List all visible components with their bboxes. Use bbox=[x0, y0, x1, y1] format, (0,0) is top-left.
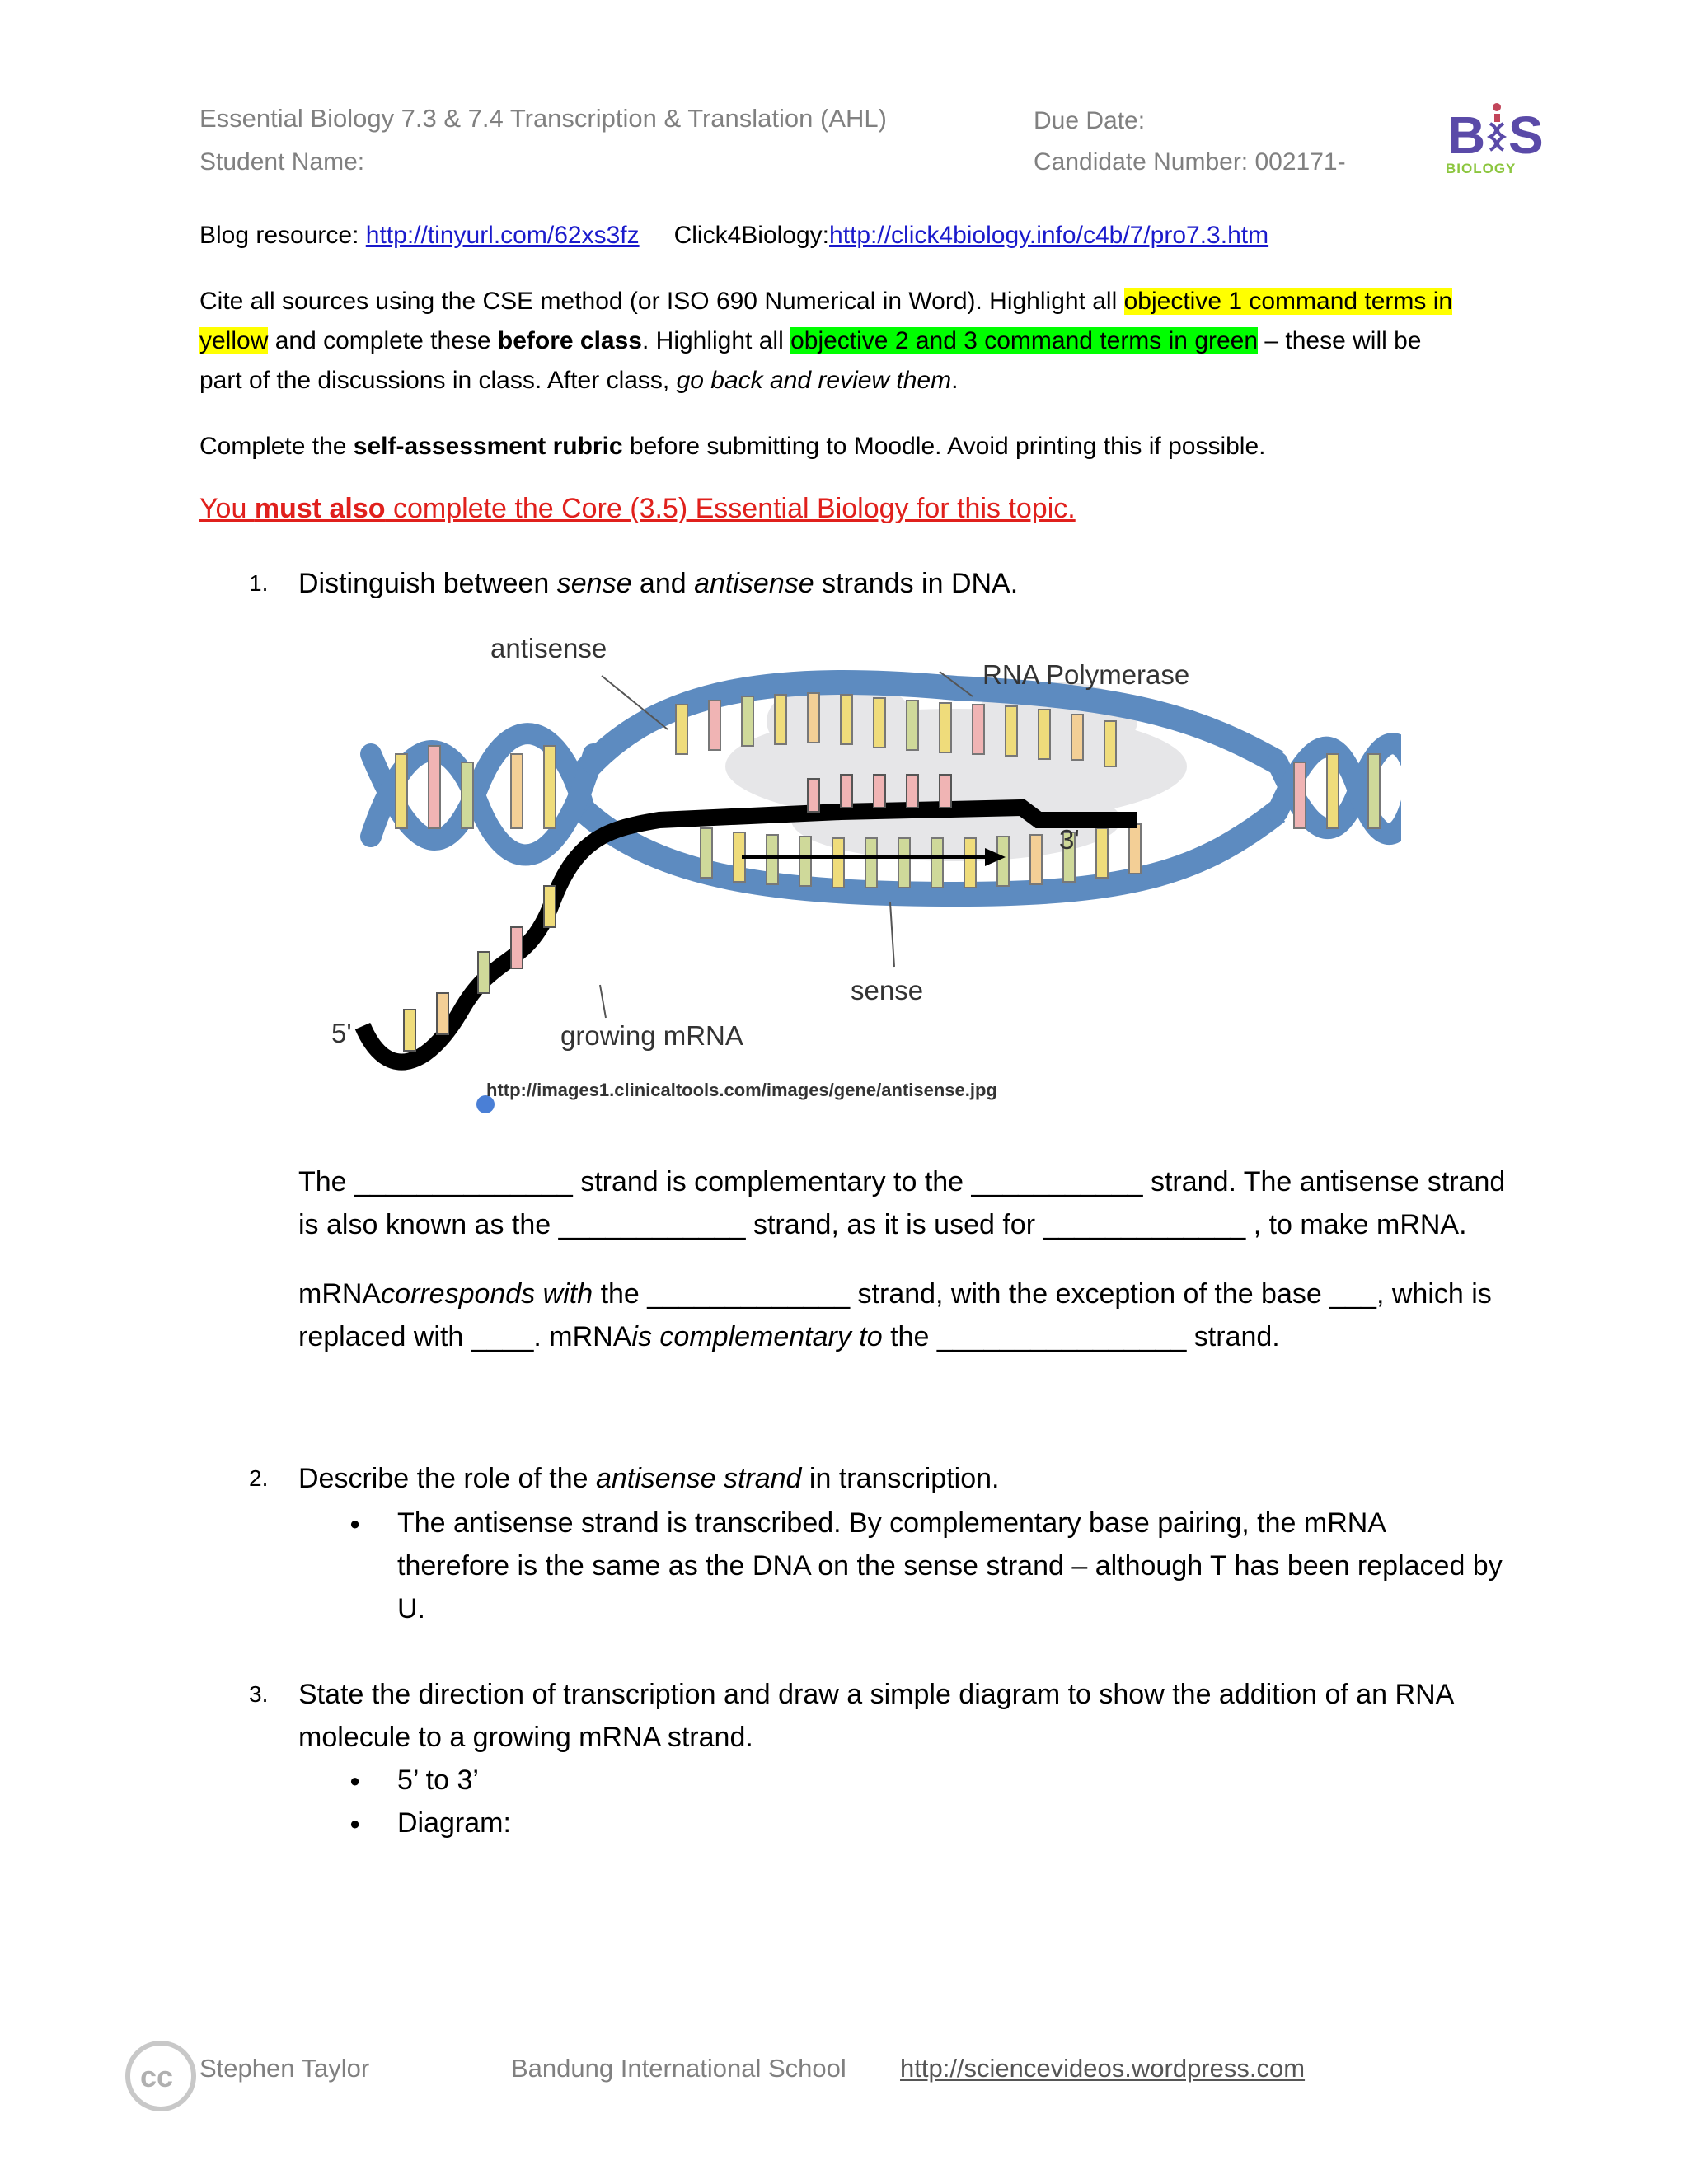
student-name-label: Student Name: bbox=[199, 148, 365, 176]
fill-in-line-1: The ______________ strand is complementary to the ___________ strand. The antisense strand bbox=[298, 1166, 1506, 1197]
label-growing-mrna: growing mRNA bbox=[560, 1020, 743, 1051]
svg-text:BIOLOGY: BIOLOGY bbox=[1446, 161, 1517, 176]
fill-in-line-3: mRNAcorresponds with the _____________ strand, with the exception of the base ___, which is bbox=[298, 1278, 1492, 1310]
label-5-prime: 5' bbox=[331, 1018, 352, 1048]
instructions-line-1: Cite all sources using the CSE method (or ISO 690 Numerical in Word). Highlight all objective 1 command terms in bbox=[199, 288, 1453, 315]
label-3-prime: 3' bbox=[1059, 824, 1080, 855]
svg-text:S: S bbox=[1508, 105, 1544, 165]
click4biology-label: Click4Biology: bbox=[673, 222, 830, 249]
question-3-number: 3. bbox=[249, 1681, 269, 1707]
q3-answer-direction: 5’ to 3’ bbox=[397, 1765, 479, 1796]
highlight-green: objective 2 and 3 command terms in green bbox=[790, 327, 1259, 354]
click4biology-link[interactable]: http://click4biology.info/c4b/7/pro7.3.htm bbox=[829, 222, 1269, 249]
q3-answer-diagram: Diagram: bbox=[397, 1807, 511, 1839]
dna-figure-icon bbox=[1490, 103, 1503, 150]
highlight-yellow: objective 1 command terms in bbox=[1123, 288, 1453, 315]
fill-in-line-2: is also known as the ____________ strand, as it is used for _____________ , to make mRNA. bbox=[298, 1209, 1467, 1240]
image-source-url: http://images1.clinicaltools.com/images/gene/antisense.jpg bbox=[486, 1080, 997, 1100]
core-requirement: You must also complete the Core (3.5) Essential Biology for this topic. bbox=[199, 493, 1076, 524]
q2-answer-line-2: therefore is the same as the DNA on the sense strand – although T has been replaced by bbox=[397, 1550, 1503, 1582]
transcription-figure bbox=[313, 622, 1401, 1125]
bis-biology-logo bbox=[1442, 99, 1550, 181]
instructions-line-2: yellow and complete these before class. Highlight all objective 2 and 3 command terms in green – these will be bbox=[199, 327, 1422, 354]
candidate-number: Candidate Number: 002171- bbox=[1034, 148, 1346, 176]
question-2-number: 2. bbox=[249, 1465, 269, 1491]
highlight-yellow-2: yellow bbox=[199, 327, 269, 354]
label-antisense: antisense bbox=[490, 633, 607, 663]
question-3-line-1: State the direction of transcription and draw a simple diagram to show the addition of an RNA bbox=[298, 1679, 1455, 1710]
sense-pointer bbox=[890, 902, 894, 967]
blog-label: Blog resource: bbox=[199, 222, 366, 249]
q2-answer-line-1: The antisense strand is transcribed. By complementary base pairing, the mRNA bbox=[397, 1507, 1386, 1539]
label-rna-polymerase: RNA Polymerase bbox=[982, 659, 1190, 690]
q2-answer-line-3: U. bbox=[397, 1593, 425, 1624]
question-2-text: Describe the role of the antisense strand in transcription. bbox=[298, 1463, 1000, 1494]
blog-link[interactable]: http://tinyurl.com/62xs3fz bbox=[365, 222, 640, 249]
resources-line bbox=[199, 216, 1268, 255]
question-1-text: Distinguish between sense and antisense strands in DNA. bbox=[298, 568, 1019, 599]
rubric-instruction: Complete the self-assessment rubric before submitting to Moodle. Avoid printing this if possible. bbox=[199, 433, 1266, 460]
bullet-icon: ● bbox=[349, 1513, 361, 1534]
mrna-pointer bbox=[600, 985, 606, 1018]
bullet-icon: ● bbox=[349, 1770, 361, 1791]
document-title: Essential Biology 7.3 & 7.4 Transcription & Translation (AHL) bbox=[199, 104, 887, 133]
footer-author: Stephen Taylor bbox=[199, 2054, 370, 2083]
question-1-number: 1. bbox=[249, 570, 269, 596]
svg-text:cc: cc bbox=[140, 2060, 174, 2093]
creative-commons-icon bbox=[124, 2039, 198, 2113]
footer-school: Bandung International School bbox=[511, 2054, 846, 2083]
fill-in-line-4: replaced with ____. mRNAis complementary to the ________________ strand. bbox=[298, 1321, 1280, 1352]
question-3-line-2: molecule to a growing mRNA strand. bbox=[298, 1722, 753, 1753]
due-date-label: Due Date: bbox=[1034, 107, 1146, 134]
footer-link[interactable]: http://sciencevideos.wordpress.com bbox=[900, 2054, 1306, 2083]
svg-text:B: B bbox=[1447, 105, 1488, 165]
label-sense: sense bbox=[851, 975, 924, 1005]
instructions-line-3: part of the discussions in class. After class, go back and review them. bbox=[199, 367, 959, 394]
bullet-icon: ● bbox=[349, 1813, 361, 1834]
